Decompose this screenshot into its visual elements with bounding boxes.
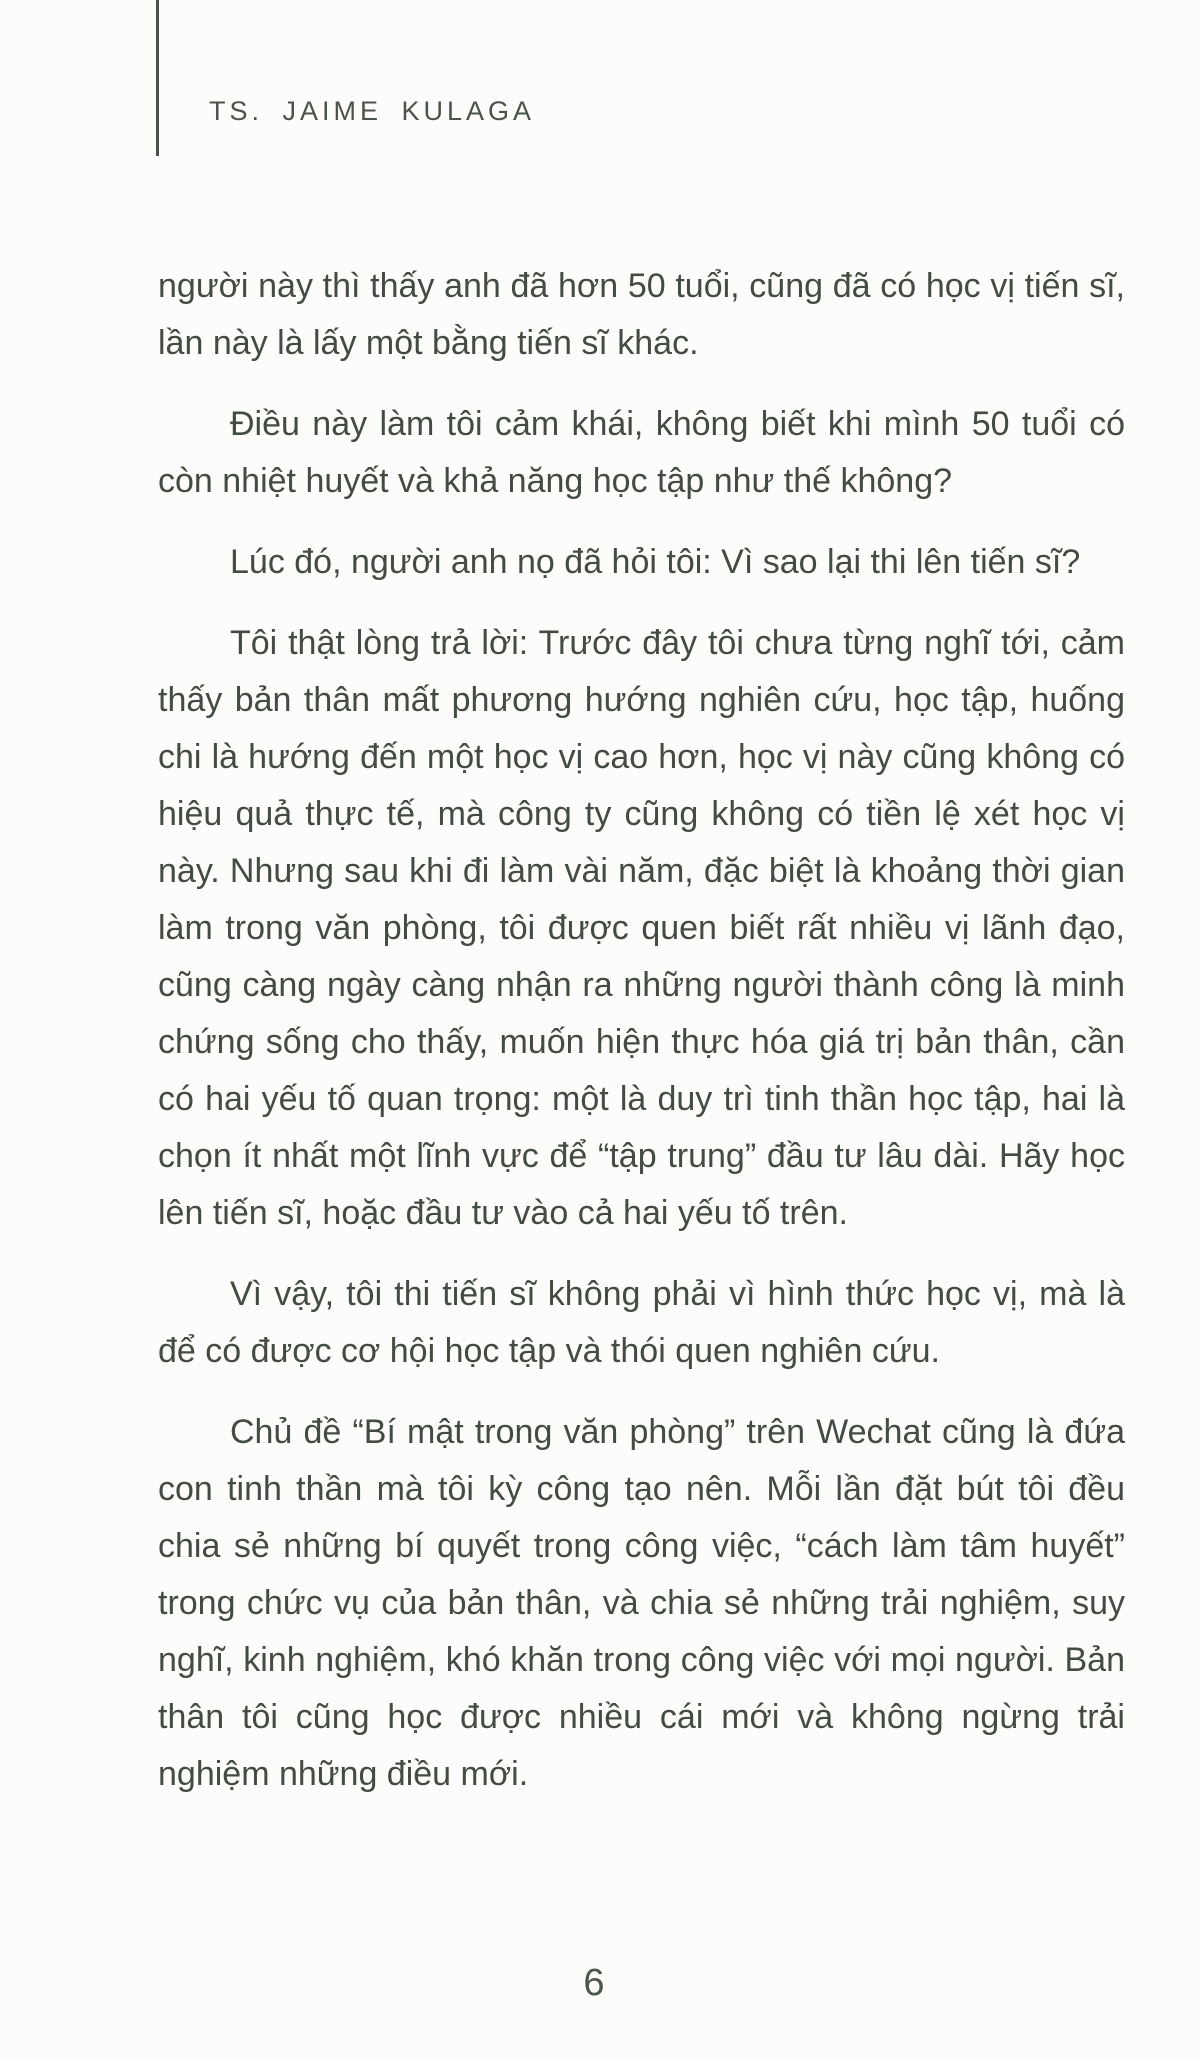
page-body-text [158, 258, 1125, 1827]
paragraph: Vì vậy, tôi thi tiến sĩ không phải vì hình thức học vị, mà là để có được cơ hội học tập và thói quen nghiên cứu. [158, 1275, 1125, 1370]
paragraph: Lúc đó, người anh nọ đã hỏi tôi: Vì sao lại thi lên tiến sĩ? [230, 543, 1081, 581]
running-header-author: TS. JAIME KULAGA [209, 96, 536, 126]
paragraph: Điều này làm tôi cảm khái, không biết khi mình 50 tuổi có còn nhiệt huyết và khả năng học tập như thế không? [158, 405, 1125, 500]
top-margin-rule [156, 0, 159, 156]
paragraph: Tôi thật lòng trả lời: Trước đây tôi chưa từng nghĩ tới, cảm thấy bản thân mất phương hướng nghiên cứu, học tập, huống chi là hướng đến một học vị cao hơn, học vị này cũng không có hiệu quả thực tế, mà công ty cũng không có tiền lệ xét học vị này. Nhưng sau khi đi làm vài năm, đặc biệt là khoảng thời gian làm trong văn phòng, tôi được quen biết rất nhiều vị lãnh đạo, cũng càng ngày càng nhận ra những người thành công là minh chứng sống cho thấy, muốn hiện thực hóa giá trị bản thân, cần có hai yếu tố quan trọng: một là duy trì tinh thần học tập, hai là chọn ít nhất một lĩnh vực để “tập trung” đầu tư lâu dài. Hãy học lên tiến sĩ, hoặc đầu tư vào cả hai yếu tố trên. [158, 624, 1125, 1232]
page-number: 6 [583, 1962, 605, 2004]
paragraph-continuation: người này thì thấy anh đã hơn 50 tuổi, cũng đã có học vị tiến sĩ, lần này là lấy một bằng tiến sĩ khác. [158, 267, 1125, 362]
paragraph: Chủ đề “Bí mật trong văn phòng” trên Wechat cũng là đứa con tinh thần mà tôi kỳ công tạo nên. Mỗi lần đặt bút tôi đều chia sẻ những bí quyết trong công việc, “cách làm tâm huyết” trong chức vụ của bản thân, và chia sẻ những trải nghiệm, suy nghĩ, kinh nghiệm, khó khăn trong công việc với mọi người. Bản thân tôi cũng học được nhiều cái mới và không ngừng trải nghiệm những điều mới. [158, 1413, 1125, 1793]
